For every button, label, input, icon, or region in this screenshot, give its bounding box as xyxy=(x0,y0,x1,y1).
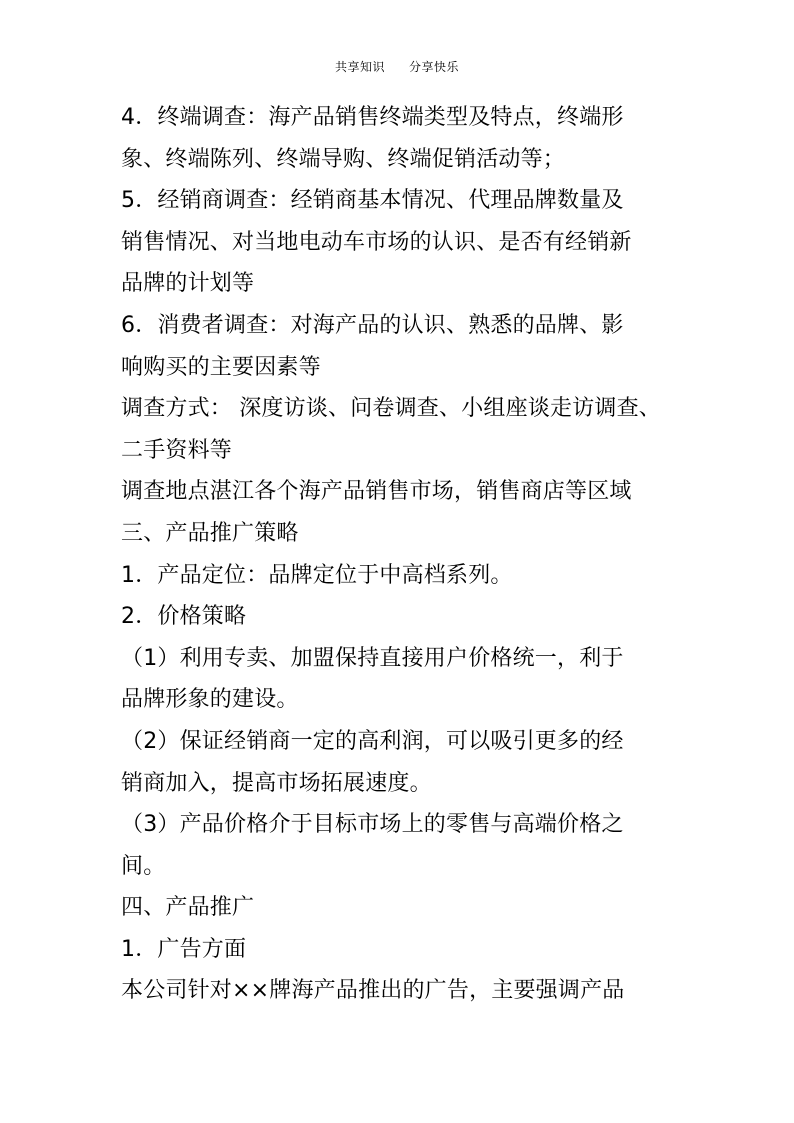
text-line: 本公司针对××牌海产品推出的广告，主要强调产品 xyxy=(121,978,625,1004)
text-line: 1．产品定位：品牌定位于中高档系列。 xyxy=(121,562,513,588)
text-line: 象、终端陈列、终端导购、终端促销活动等； xyxy=(121,146,566,172)
text-line: 4．终端调查：海产品销售终端类型及特点，终端形 xyxy=(121,105,624,130)
text-line: 5．经销商调查：经销商基本情况、代理品牌数量及 xyxy=(121,188,624,214)
header-left-text: 共享知识 xyxy=(334,60,385,74)
text-line: （3）产品价格介于目标市场上的零售与高端价格之 xyxy=(121,812,624,838)
text-line: 调查方式： 深度访谈、问卷调查、小组座谈走访调查、 xyxy=(121,396,661,422)
text-line: 二手资料等 xyxy=(121,437,233,463)
text-line: 2．价格策略 xyxy=(121,604,247,630)
page-header xyxy=(0,58,794,75)
header-right-text: 分享快乐 xyxy=(409,60,460,74)
text-line: 品牌形象的建设。 xyxy=(121,687,299,713)
text-line: 6．消费者调查：对海产品的认识、熟悉的品牌、影 xyxy=(121,312,624,338)
text-line: （2）保证经销商一定的高利润，可以吸引更多的经 xyxy=(121,728,624,754)
text-line: （1）利用专卖、加盟保持直接用户价格统一，利于 xyxy=(121,645,624,671)
section-heading: 三、产品推广策略 xyxy=(121,520,299,546)
text-line: 1．广告方面 xyxy=(121,936,247,962)
text-line: 调查地点湛江各个海产品销售市场，销售商店等区域 xyxy=(121,479,632,505)
document-body xyxy=(121,97,681,1012)
text-line: 销商加入，提高市场拓展速度。 xyxy=(121,770,432,796)
text-line: 销售情况、对当地电动车市场的认识、是否有经销新 xyxy=(121,229,632,255)
section-heading: 四、产品推广 xyxy=(121,895,255,921)
text-line: 响购买的主要因素等 xyxy=(121,354,321,380)
text-line: 间。 xyxy=(121,853,166,879)
text-line: 品牌的计划等 xyxy=(121,271,255,297)
